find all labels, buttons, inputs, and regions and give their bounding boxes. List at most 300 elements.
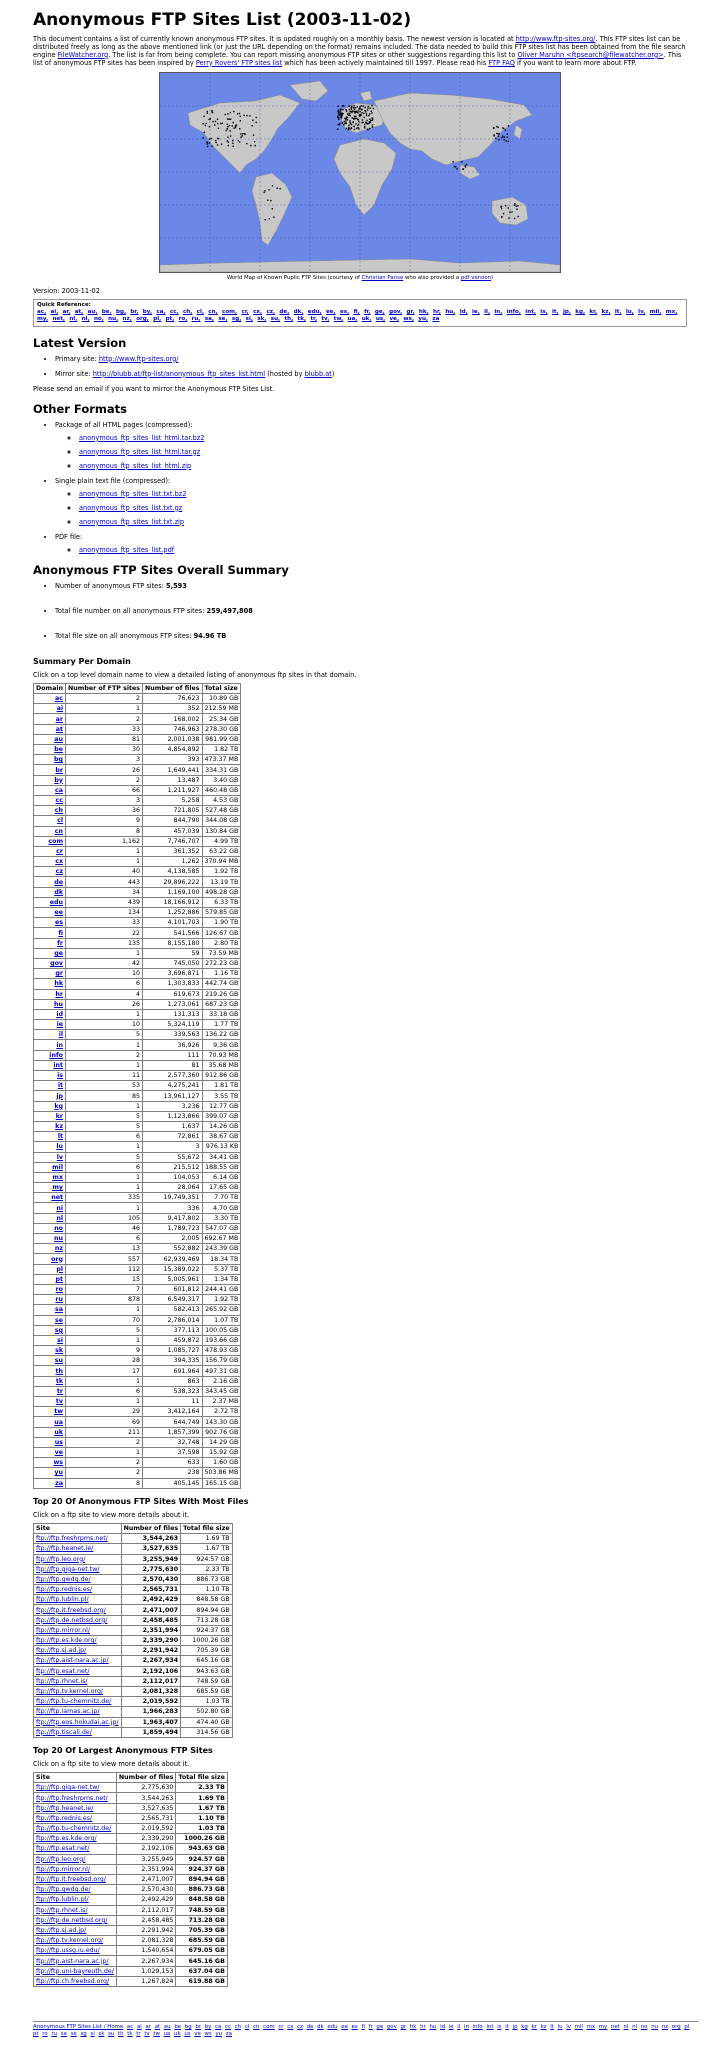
row-link[interactable]: ftp://ftp.it.freebsd.org/ [36, 1876, 106, 1884]
row-link[interactable]: ftp://ftp.esat.net/ [36, 1667, 90, 1675]
quick-ref-link-ve[interactable]: ve, [389, 316, 400, 323]
format-file-link[interactable]: anonymous_ftp_sites_list.txt.zip [79, 517, 185, 526]
row-link[interactable]: ftp://ftp.tiscali.de/ [36, 1728, 92, 1736]
row-link[interactable]: uk [54, 1428, 64, 1436]
quick-ref-link-au[interactable]: au, [87, 308, 98, 315]
row-link[interactable]: jp [56, 1092, 64, 1100]
footer-link-com[interactable]: com [263, 2024, 275, 2030]
row-link[interactable]: sg [54, 1326, 64, 1334]
footer-link-se[interactable]: se [70, 2031, 77, 2037]
quick-ref-link-si[interactable]: si, [245, 316, 253, 323]
footer-link-hu[interactable]: hu [429, 2024, 437, 2030]
footer-link-su[interactable]: su [108, 2031, 115, 2037]
quick-ref-link-cz[interactable]: cz, [266, 308, 276, 315]
quick-ref-link-tw[interactable]: tw, [333, 316, 344, 323]
footer-link-is[interactable]: is [497, 2024, 502, 2030]
row-link[interactable]: pl [56, 1265, 64, 1273]
row-link[interactable]: br [55, 766, 64, 774]
row-link[interactable]: ftp://ftp.freshrpms.net/ [36, 1535, 108, 1543]
quick-ref-link-ca[interactable]: ca, [156, 308, 166, 315]
caption-link-panse[interactable]: Christian Panse [361, 274, 404, 281]
quick-ref-link-nu[interactable]: nu, [108, 316, 119, 323]
row-link[interactable]: il [58, 1031, 64, 1039]
row-link[interactable]: ftp://ftp.es.kde.org/ [36, 1835, 97, 1843]
quick-ref-link-cx[interactable]: cx, [253, 308, 263, 315]
footer-link-ar[interactable]: ar [145, 2024, 151, 2030]
footer-link-ee[interactable]: ee [341, 2024, 348, 2030]
footer-link-jp[interactable]: jp [512, 2024, 518, 2030]
footer-link-au[interactable]: au [163, 2024, 171, 2030]
quick-ref-link-hk[interactable]: hk, [418, 308, 429, 315]
row-link[interactable]: nz [54, 1245, 64, 1253]
row-link[interactable]: za [55, 1479, 64, 1487]
footer-link-by[interactable]: by [204, 2024, 212, 2030]
row-link[interactable]: th [55, 1367, 64, 1375]
quick-ref-link-info[interactable]: info, [506, 308, 522, 315]
row-link[interactable]: it [57, 1082, 64, 1090]
quick-ref-link-by[interactable]: by, [142, 308, 153, 315]
row-link[interactable]: ftp://ftp.rhnet.is/ [36, 1677, 88, 1685]
row-link[interactable]: ftp://ftp.freshrpms.net/ [36, 1794, 108, 1802]
row-link[interactable]: ftp://ftp.es.kde.org/ [36, 1637, 97, 1645]
quick-ref-link-yu[interactable]: yu, [418, 316, 429, 323]
quick-ref-link-gr[interactable]: gr, [406, 308, 415, 315]
footer-link-yu[interactable]: yu [215, 2031, 223, 2037]
quick-ref-link-es[interactable]: es, [339, 308, 350, 315]
mirror-site-link[interactable]: http://blubb.at/ftp-list/anonymous_ftp_sites_list.html [92, 369, 266, 378]
footer-link-za[interactable]: za [225, 2031, 232, 2037]
footer-link-bg[interactable]: bg [184, 2024, 192, 2030]
row-link[interactable]: ftp://ftp.de.netbsd.org/ [36, 1916, 108, 1924]
row-link[interactable]: lv [56, 1153, 64, 1161]
quick-ref-link-ac[interactable]: ac, [37, 308, 47, 315]
footer-link-int[interactable]: int [486, 2024, 494, 2030]
row-link[interactable]: be [54, 746, 64, 754]
row-link[interactable]: ftp://ftp.it.freebsd.org/ [36, 1606, 106, 1614]
quick-ref-link-at[interactable]: at, [74, 308, 84, 315]
quick-ref-link-ar[interactable]: ar, [62, 308, 71, 315]
row-link[interactable]: ftp://ftp.tv.kernel.org/ [36, 1688, 104, 1696]
footer-link-ua[interactable]: ua [163, 2031, 171, 2037]
quick-ref-link-ws[interactable]: ws, [403, 316, 415, 323]
footer-link-ca[interactable]: ca [215, 2024, 222, 2030]
footer-link-nz[interactable]: nz [661, 2024, 669, 2030]
row-link[interactable]: us [54, 1438, 64, 1446]
quick-ref-link-cn[interactable]: cn, [208, 308, 218, 315]
row-link[interactable]: cc [55, 797, 64, 805]
footer-link-mx[interactable]: mx [586, 2024, 596, 2030]
footer-link-cr[interactable]: cr [278, 2024, 284, 2030]
quick-ref-link-tk[interactable]: tk, [297, 316, 307, 323]
row-link[interactable]: in [56, 1041, 64, 1049]
row-link[interactable]: ac [55, 695, 64, 703]
quick-ref-link-is[interactable]: is, [540, 308, 548, 315]
quick-ref-link-lu[interactable]: lu, [625, 308, 634, 315]
footer-link-id[interactable]: id [440, 2024, 445, 2030]
intro-link-email[interactable]: Oliver Maruhn <ftpsearch@filewatcher.org> [517, 50, 664, 59]
quick-ref-link-org[interactable]: org, [136, 316, 149, 323]
row-link[interactable]: ftp://ftp.ussg.iu.edu/ [36, 1947, 100, 1955]
row-link[interactable]: ftp://ftp.sj.ad.jp/ [36, 1926, 87, 1934]
footer-link-ch[interactable]: ch [234, 2024, 242, 2030]
quick-ref-link-nl[interactable]: nl, [81, 316, 90, 323]
world-map-image[interactable] [159, 72, 561, 273]
quick-ref-link-sa[interactable]: sa, [204, 316, 215, 323]
row-link[interactable]: tv [55, 1398, 64, 1406]
quick-ref-link-ie[interactable]: ie, [472, 308, 480, 315]
quick-ref-link-ge[interactable]: ge, [374, 308, 385, 315]
footer-link-ve[interactable]: ve [194, 2031, 201, 2037]
ftp-site-dot [221, 143, 222, 144]
quick-ref-link-ai[interactable]: ai, [50, 308, 59, 315]
quick-ref-link-tr[interactable]: tr, [310, 316, 318, 323]
row-link[interactable]: ftp://ftp.rednis.es/ [36, 1814, 93, 1822]
quick-ref-link-cc[interactable]: cc, [169, 308, 179, 315]
row-link[interactable]: cr [56, 848, 64, 856]
footer-link-sa[interactable]: sa [60, 2031, 67, 2037]
row-link[interactable]: ftp://ftp.mirror.nl/ [36, 1626, 91, 1634]
footer-link-sk[interactable]: sk [98, 2031, 105, 2037]
row-link[interactable]: ftp://ftp.tv.kernel.org/ [36, 1937, 104, 1945]
quick-ref-link-ua[interactable]: ua, [347, 316, 358, 323]
row-link[interactable]: edu [49, 898, 64, 906]
footer-link-org[interactable]: org [671, 2024, 681, 2030]
footer-link-lu[interactable]: lu [557, 2024, 563, 2030]
row-link[interactable]: ftp://ftp.gwdg.de/ [36, 1886, 91, 1894]
quick-ref-link-de[interactable]: de, [279, 308, 290, 315]
footer-link-il[interactable]: il [457, 2024, 461, 2030]
footer-link-ai[interactable]: ai [136, 2024, 142, 2030]
row-link[interactable]: ftp://ftp.ch.freebsd.org/ [36, 1977, 110, 1985]
row-link[interactable]: lt [57, 1133, 64, 1141]
quick-ref-link-sk[interactable]: sk, [257, 316, 267, 323]
format-file-link[interactable]: anonymous_ftp_sites_list_html.zip [79, 461, 192, 470]
format-file-link[interactable]: anonymous_ftp_sites_list.txt.bz2 [79, 489, 187, 498]
row-link[interactable]: de [54, 878, 64, 886]
row-link[interactable]: sk [55, 1347, 64, 1355]
row-link[interactable]: ftp://ftp.giga-net.tw/ [36, 1784, 100, 1792]
quick-ref-link-jp[interactable]: jp, [562, 308, 571, 315]
quick-ref-link-cr[interactable]: cr, [241, 308, 249, 315]
quick-ref-link-my[interactable]: my, [37, 316, 49, 323]
quick-ref-link-se[interactable]: se, [218, 316, 228, 323]
quick-ref-link-cl[interactable]: cl, [196, 308, 205, 315]
quick-ref-link-ru[interactable]: ru, [191, 316, 201, 323]
quick-ref-link-mx[interactable]: mx, [665, 308, 678, 315]
row-link[interactable]: id [56, 1011, 64, 1019]
row-link[interactable]: es [54, 919, 64, 927]
quick-ref-link-com[interactable]: com, [222, 308, 238, 315]
footer-link-lt[interactable]: lt [550, 2024, 554, 2030]
footer-link-ru[interactable]: ru [51, 2031, 58, 2037]
footer-link-ac[interactable]: ac [126, 2024, 134, 2030]
footer-link-info[interactable]: info [472, 2024, 483, 2030]
quick-ref-link-no[interactable]: no, [93, 316, 104, 323]
quick-ref-link-sg[interactable]: sg, [231, 316, 242, 323]
row-link[interactable]: hr [55, 990, 64, 998]
footer-link-es[interactable]: es [351, 2024, 358, 2030]
quick-ref-link-nl[interactable]: nl, [69, 316, 78, 323]
quick-ref-link-hr[interactable]: hr, [432, 308, 442, 315]
footer-link-us[interactable]: us [184, 2031, 191, 2037]
footer-link-nl[interactable]: nl [623, 2024, 629, 2030]
quick-ref-link-lv[interactable]: lv, [638, 308, 646, 315]
footer-link-no[interactable]: no [640, 2024, 648, 2030]
format-file-link[interactable]: anonymous_ftp_sites_list.txt.gz [79, 503, 183, 512]
footer-link-at[interactable]: at [154, 2024, 161, 2030]
row-link[interactable]: ftp://ftp.uni-bayreuth.de/ [36, 1967, 114, 1975]
footer-link-kr[interactable]: kr [531, 2024, 537, 2030]
footer-link-dk[interactable]: dk [317, 2024, 324, 2030]
row-link[interactable]: ftp://ftp.esat.net/ [36, 1845, 90, 1853]
row-link[interactable]: is [57, 1072, 64, 1080]
row-link[interactable]: ftp://ftp.leo.org/ [36, 1855, 86, 1863]
footer-link-mil[interactable]: mil [574, 2024, 583, 2030]
footer-link-uk[interactable]: uk [174, 2031, 181, 2037]
cell-value: 26 [66, 765, 143, 775]
footer-link-sg[interactable]: sg [80, 2031, 87, 2037]
row-link[interactable]: info [49, 1051, 64, 1059]
footer-link-ws[interactable]: ws [204, 2031, 212, 2037]
primary-site-link[interactable]: http://www.ftp-sites.org/ [98, 354, 179, 363]
footer-link-in[interactable]: in [463, 2024, 469, 2030]
row-link[interactable]: si [57, 1337, 64, 1345]
footer-link-pl[interactable]: pl [684, 2024, 690, 2030]
row-link[interactable]: ftp://ftp.heanet.ie/ [36, 1804, 94, 1812]
cell-value: 2 [66, 694, 143, 704]
footer-link-tr[interactable]: tr [136, 2031, 141, 2037]
row-link[interactable]: se [54, 1316, 64, 1324]
row-link[interactable]: ge [54, 949, 64, 957]
row-link[interactable]: hk [54, 980, 64, 988]
quick-ref-link-edu[interactable]: edu, [307, 308, 322, 315]
quick-ref-link-ch[interactable]: ch, [182, 308, 193, 315]
ftp-site-dot [233, 122, 234, 123]
row-link[interactable]: cn [54, 827, 64, 835]
footer-link-it[interactable]: it [505, 2024, 509, 2030]
footer-link-gr[interactable]: gr [400, 2024, 407, 2030]
row-link[interactable]: net [51, 1194, 64, 1202]
row-link[interactable]: by [54, 776, 64, 784]
quick-ref-link-int[interactable]: int, [525, 308, 536, 315]
quick-ref-link-uk[interactable]: uk, [361, 316, 372, 323]
row-link[interactable]: com [48, 837, 64, 845]
row-link[interactable]: cl [57, 817, 64, 825]
footer-home-link[interactable]: Anonymous FTP Sites List / Home [33, 2024, 124, 2030]
quick-ref-link-tv[interactable]: tv, [321, 316, 330, 323]
cell-value: 1 [66, 846, 143, 856]
row-link[interactable]: dk [54, 888, 64, 896]
intro-link-home[interactable]: http://www.ftp-sites.org/ [515, 35, 596, 43]
row-link[interactable]: ai [56, 705, 64, 713]
row-link[interactable]: nl [56, 1214, 64, 1222]
row-link[interactable]: su [54, 1357, 64, 1365]
footer-link-cz[interactable]: cz [297, 2024, 303, 2030]
row-link[interactable]: au [54, 735, 64, 743]
footer-link-br[interactable]: br [195, 2024, 201, 2030]
row-link[interactable]: lu [56, 1143, 64, 1151]
row-link[interactable]: ie [56, 1021, 64, 1029]
row-link[interactable]: my [52, 1184, 64, 1192]
quick-ref-link-br[interactable]: br, [130, 308, 139, 315]
row-link[interactable]: ws [53, 1459, 64, 1467]
footer-link-th[interactable]: th [118, 2031, 124, 2037]
row-link[interactable]: ftp://ftp.gwdg.de/ [36, 1575, 91, 1583]
footer-link-hr[interactable]: hr [420, 2024, 426, 2030]
quick-ref-link-kr[interactable]: kr, [589, 308, 598, 315]
row-link[interactable]: ve [54, 1449, 64, 1457]
row-link[interactable]: pt [55, 1275, 64, 1283]
row-link[interactable]: ch [54, 807, 64, 815]
caption-link-pdf[interactable]: pdf version [460, 274, 492, 281]
footer-link-be[interactable]: be [174, 2024, 182, 2030]
format-file-link[interactable]: anonymous_ftp_sites_list_html.tar.gz [79, 447, 201, 456]
footer-link-nl[interactable]: nl [632, 2024, 638, 2030]
footer-link-si[interactable]: si [90, 2031, 95, 2037]
quick-ref-link-kg[interactable]: kg, [575, 308, 586, 315]
row-link[interactable]: no [54, 1224, 64, 1232]
footer-link-ie[interactable]: ie [448, 2024, 454, 2030]
row-link[interactable]: ftp://ftp.sj.ad.jp/ [36, 1647, 87, 1655]
row-link[interactable]: ca [55, 786, 64, 794]
footer-link-kz[interactable]: kz [540, 2024, 547, 2030]
row-link[interactable]: fi [58, 929, 64, 937]
quick-ref-link-ee[interactable]: ee, [325, 308, 336, 315]
row-link[interactable]: tw [54, 1408, 64, 1416]
quick-ref-link-dk[interactable]: dk, [293, 308, 304, 315]
row-link[interactable]: ftp://ftp.eos.hokudai.ac.jp/ [36, 1718, 119, 1726]
row-link[interactable]: ftp://ftp.tu-chemnitz.de/ [36, 1698, 112, 1706]
row-link[interactable]: ar [55, 715, 64, 723]
row-link[interactable]: int [53, 1061, 64, 1069]
footer-link-tv[interactable]: tv [144, 2031, 150, 2037]
row-link[interactable]: ftp://ftp.aist-nara.ac.jp/ [36, 1957, 109, 1965]
row-link[interactable]: yu [54, 1469, 64, 1477]
quick-ref-link-fi[interactable]: fi, [353, 308, 360, 315]
footer-link-net[interactable]: net [610, 2024, 620, 2030]
footer-link-kg[interactable]: kg [521, 2024, 528, 2030]
row-link[interactable]: ru [55, 1296, 64, 1304]
row-link[interactable]: ftp://ftp.heanet.ie/ [36, 1545, 94, 1553]
row-link[interactable]: mil [52, 1163, 64, 1171]
row-link[interactable]: ftp://ftp.leo.org/ [36, 1555, 86, 1563]
quick-ref-link-in[interactable]: in, [494, 308, 503, 315]
row-link[interactable]: nu [54, 1235, 64, 1243]
quick-ref-link-za[interactable]: za [432, 316, 440, 323]
intro-link-perry[interactable]: Perry Rovers' FTP sites list [195, 58, 283, 67]
footer-link-de[interactable]: de [306, 2024, 314, 2030]
row-link[interactable]: kg [54, 1102, 64, 1110]
quick-ref-link-fr[interactable]: fr, [364, 308, 371, 315]
row-link[interactable]: mx [52, 1174, 64, 1182]
footer-link-my[interactable]: my [598, 2024, 608, 2030]
row-link[interactable]: ftp://ftp.mirror.nl/ [36, 1865, 91, 1873]
quick-ref-link-be[interactable]: be, [101, 308, 112, 315]
quick-ref-link-bg[interactable]: bg, [115, 308, 127, 315]
row-link[interactable]: gr [55, 970, 64, 978]
quick-ref-link-il[interactable]: il, [484, 308, 491, 315]
row-link[interactable]: at [55, 725, 64, 733]
footer-link-ro[interactable]: ro [42, 2031, 48, 2037]
footer-link-cx[interactable]: cx [287, 2024, 294, 2030]
row-link[interactable]: ftp://ftp.tu-chemnitz.de/ [36, 1825, 112, 1833]
footer-link-cc[interactable]: cc [225, 2024, 231, 2030]
quick-ref-link-kz[interactable]: kz, [601, 308, 611, 315]
footer-link-cn[interactable]: cn [253, 2024, 260, 2030]
row-link[interactable]: sa [55, 1306, 64, 1314]
row-link[interactable]: ua [54, 1418, 64, 1426]
row-link[interactable]: tr [56, 1387, 64, 1395]
row-link[interactable]: org [51, 1255, 64, 1263]
row-link[interactable]: ee [54, 909, 64, 917]
footer-link-nu[interactable]: nu [651, 2024, 659, 2030]
footer-link-gov[interactable]: gov [386, 2024, 397, 2030]
footer-link-pt[interactable]: pt [33, 2031, 39, 2037]
row-link[interactable]: hu [54, 1000, 64, 1008]
row-link[interactable]: ro [55, 1286, 64, 1294]
row-link[interactable]: gov [50, 960, 64, 968]
row-link[interactable]: ftp://ftp.rednis.es/ [36, 1586, 93, 1594]
quick-ref-link-it[interactable]: it, [551, 308, 559, 315]
quick-ref-link-mil[interactable]: mil, [649, 308, 662, 315]
row-link[interactable]: kz [55, 1123, 64, 1131]
footer-link-tk[interactable]: tk [127, 2031, 133, 2037]
row-link[interactable]: ftp://ftp.aist-nara.ac.jp/ [36, 1657, 109, 1665]
row-link[interactable]: ftp://ftp.giga-net.tw/ [36, 1565, 100, 1573]
row-link[interactable]: bg [54, 756, 64, 764]
row-link[interactable]: cx [55, 858, 64, 866]
quick-ref-link-th[interactable]: th, [284, 316, 294, 323]
quick-ref-link-hu[interactable]: hu, [445, 308, 456, 315]
row-link[interactable]: fr [57, 939, 64, 947]
row-link[interactable]: ftp://ftp.rhnet.is/ [36, 1906, 88, 1914]
intro-link-faq[interactable]: FTP FAQ [488, 58, 515, 67]
quick-ref-link-net[interactable]: net, [52, 316, 66, 323]
footer-link-hk[interactable]: hk [409, 2024, 417, 2030]
quick-ref-link-pl[interactable]: pl, [153, 316, 162, 323]
row-link[interactable]: ftp://ftp.lublin.pl/ [36, 1896, 89, 1904]
quick-ref-link-lt[interactable]: lt, [614, 308, 622, 315]
quick-ref-link-ro[interactable]: ro, [178, 316, 188, 323]
format-file-link[interactable]: anonymous_ftp_sites_list.pdf [79, 545, 175, 554]
row-link[interactable]: ftp://ftp.de.netbsd.org/ [36, 1616, 108, 1624]
ftp-site-dot [358, 110, 359, 111]
quick-ref-link-pt[interactable]: pt, [165, 316, 175, 323]
format-file-link[interactable]: anonymous_ftp_sites_list_html.tar.bz2 [79, 433, 205, 442]
row-link[interactable]: tk [55, 1377, 64, 1385]
quick-ref-link-gov[interactable]: gov, [389, 308, 403, 315]
footer-link-ge[interactable]: ge [376, 2024, 384, 2030]
row-link[interactable]: ftp://ftp.lublin.pl/ [36, 1596, 89, 1604]
quick-ref-link-su[interactable]: su, [270, 316, 281, 323]
quick-ref-link-id[interactable]: id, [459, 308, 468, 315]
mirror-host-link[interactable]: blubb.at [304, 369, 332, 378]
row-link[interactable]: ni [56, 1204, 64, 1212]
quick-ref-link-nz[interactable]: nz, [122, 316, 132, 323]
row-link[interactable]: kr [55, 1112, 64, 1120]
intro-link-filewatcher[interactable]: FileWatcher.org [57, 50, 109, 59]
quick-ref-link-us[interactable]: us, [375, 316, 386, 323]
row-link[interactable]: ftp://ftp.iamas.ac.jp/ [36, 1708, 100, 1716]
footer-link-edu[interactable]: edu [327, 2024, 338, 2030]
footer-link-fi[interactable]: fi [361, 2024, 365, 2030]
footer-link-fr[interactable]: fr [368, 2024, 373, 2030]
row-link[interactable]: cz [55, 868, 64, 876]
footer-link-lv[interactable]: lv [566, 2024, 571, 2030]
table-row [34, 1284, 241, 1294]
footer-link-tw[interactable]: tw [153, 2031, 160, 2037]
footer-link-cl[interactable]: cl [244, 2024, 250, 2030]
